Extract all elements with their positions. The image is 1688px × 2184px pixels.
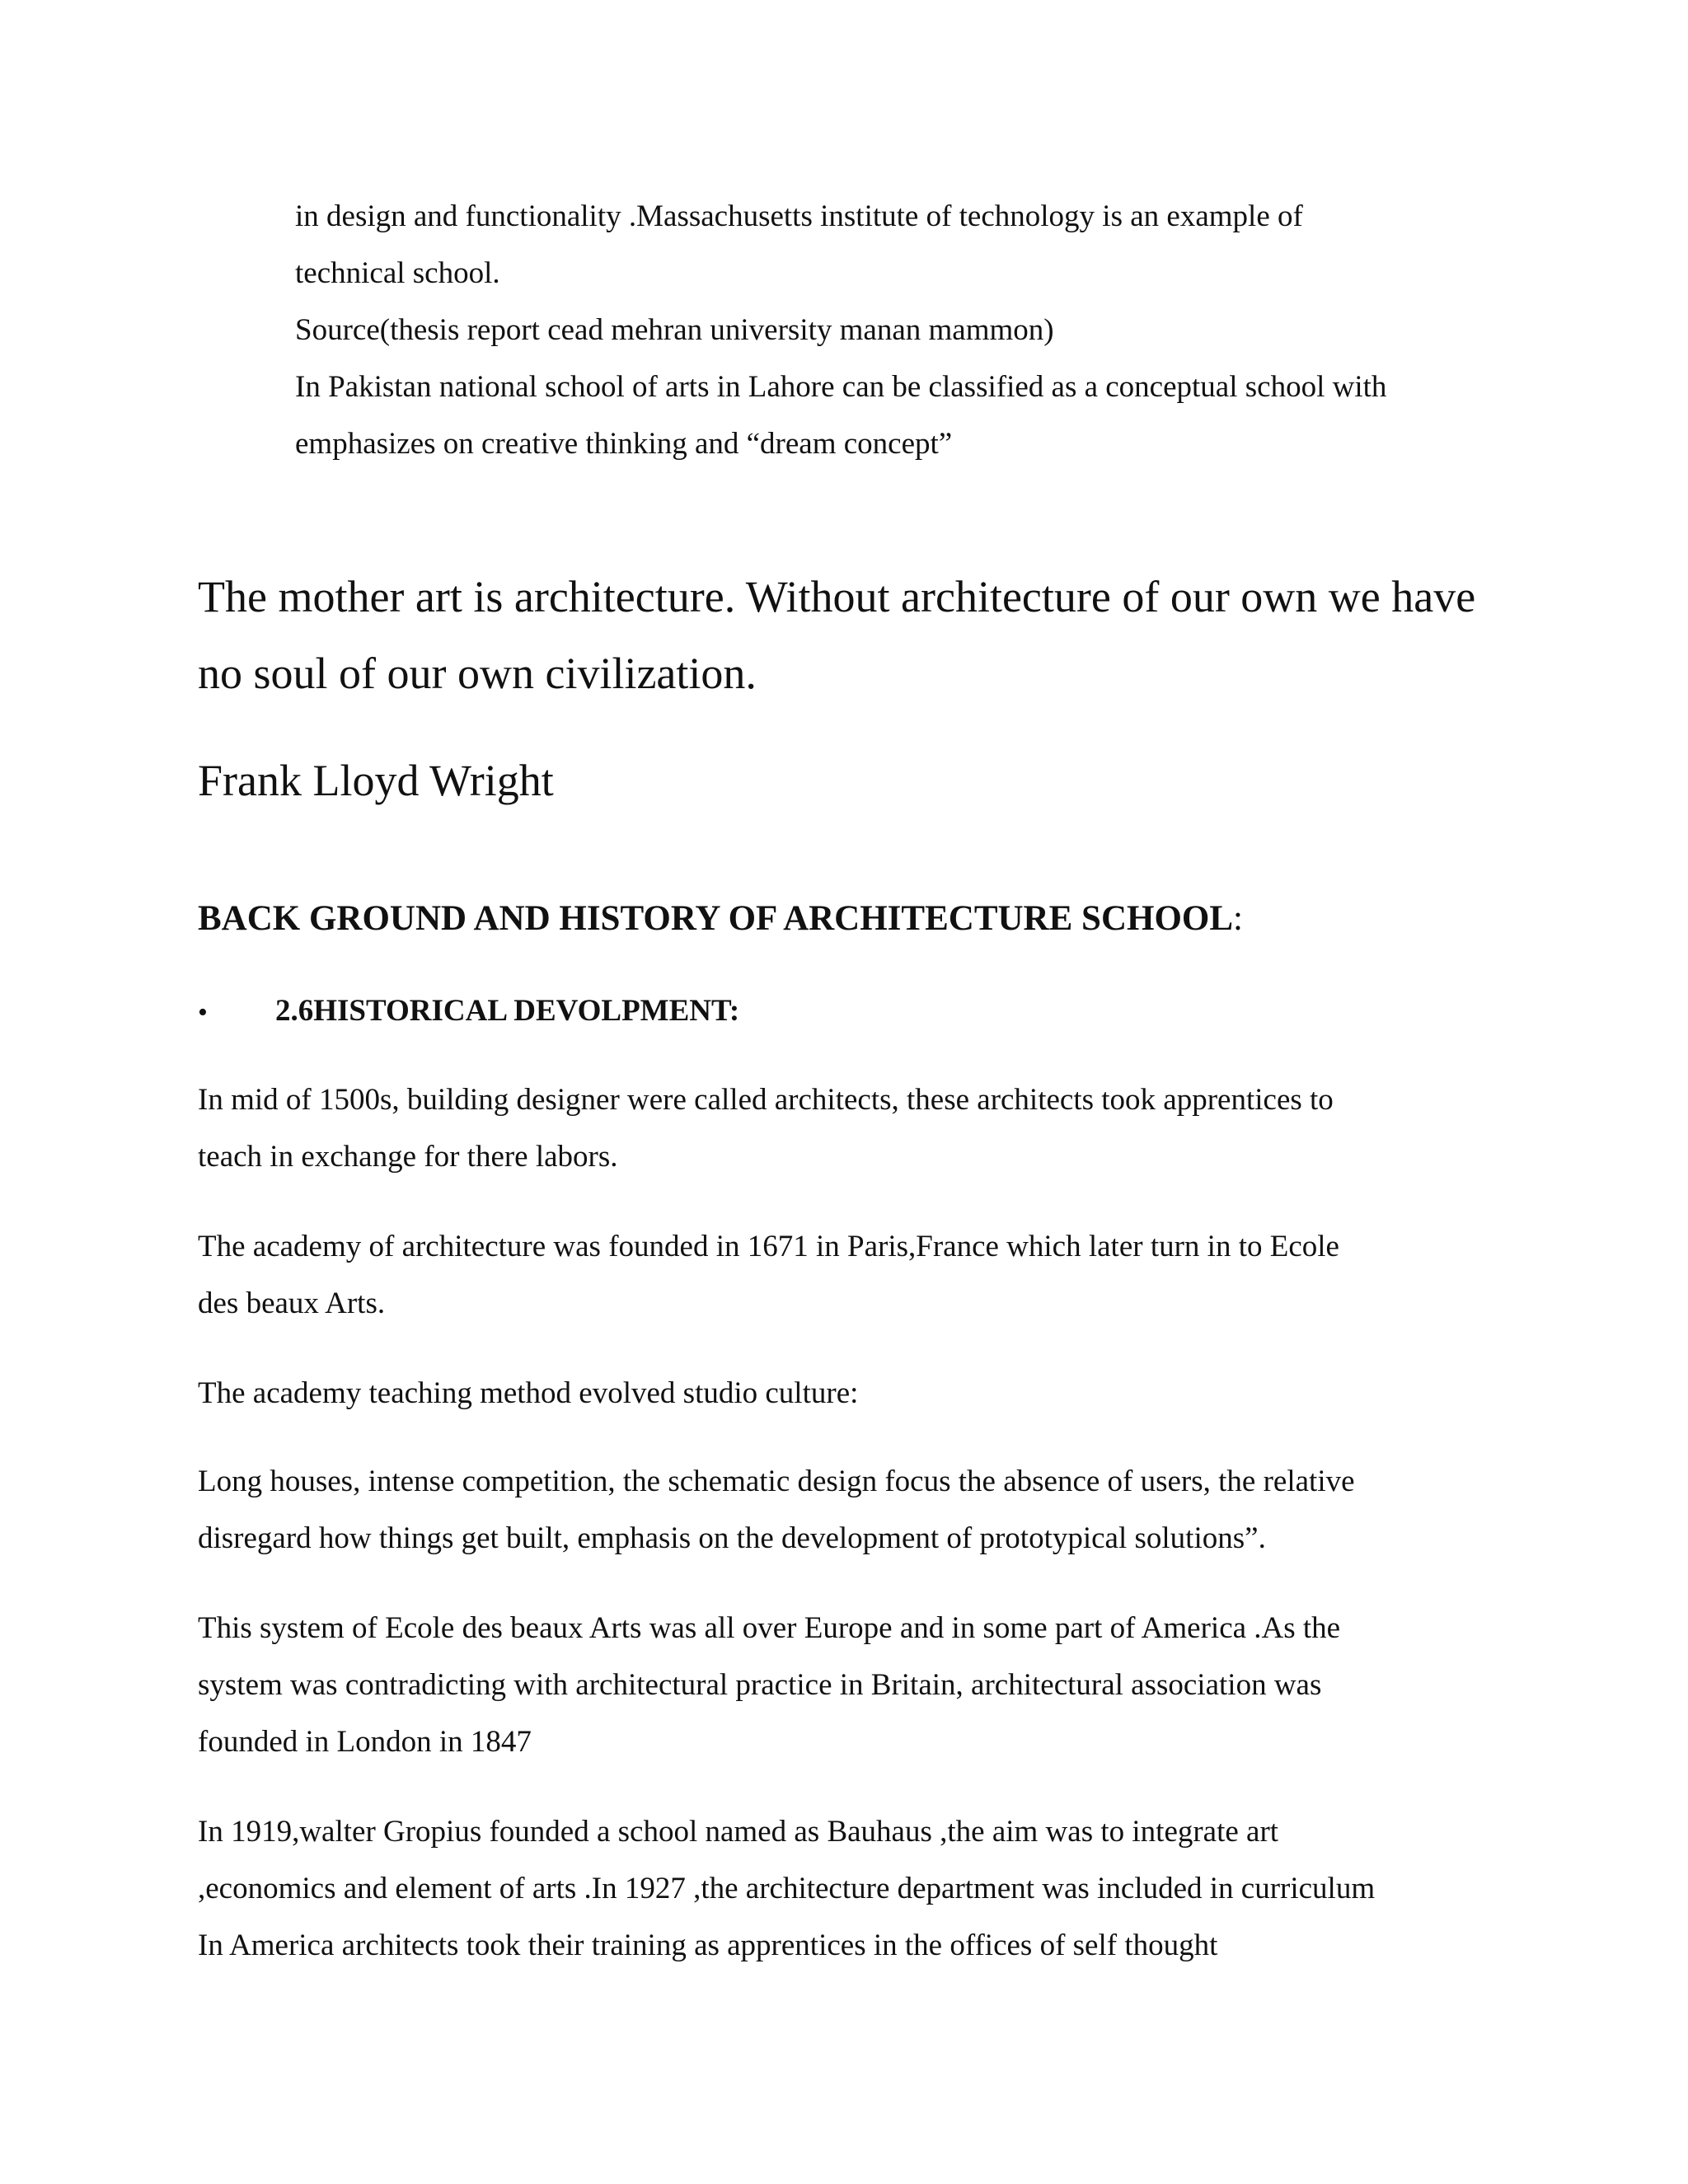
section-heading: [198, 901, 1243, 936]
bullet-icon: •: [198, 997, 208, 1028]
paragraph-line: ,economics and element of arts .In 1927 ,the architecture department was included in curriculum: [198, 1872, 1376, 1905]
paragraph-line: teach in exchange for there labors.: [198, 1140, 618, 1174]
paragraph-line: founded in London in 1847: [198, 1725, 532, 1759]
quote-author: Frank Lloyd Wright: [198, 756, 554, 805]
paragraph-line: This system of Ecole des beaux Arts was all over Europe and in some part of America .As the: [198, 1611, 1341, 1645]
quote-line: The mother art is architecture. Without architecture of our own we have: [198, 572, 1476, 621]
intro-line: technical school.: [295, 256, 500, 290]
paragraph-line: Long houses, intense competition, the schematic design focus the absence of users, the relative: [198, 1465, 1355, 1498]
paragraph-line: In America architects took their training as apprentices in the offices of self thought: [198, 1929, 1218, 1962]
paragraph-line: des beaux Arts.: [198, 1286, 386, 1320]
intro-line: in design and functionality .Massachusetts institute of technology is an example of: [295, 199, 1303, 233]
paragraph-line: In mid of 1500s, building designer were called architects, these architects took apprentices to: [198, 1083, 1334, 1117]
paragraph-line: In 1919,walter Gropius founded a school named as Bauhaus ,the aim was to integrate art: [198, 1815, 1279, 1849]
intro-line: Source(thesis report cead mehran university manan mammon): [295, 313, 1054, 347]
paragraph-line: The academy teaching method evolved studio culture:: [198, 1376, 859, 1410]
paragraph-line: system was contradicting with architectural practice in Britain, architectural association was: [198, 1668, 1322, 1702]
intro-line: In Pakistan national school of arts in Lahore can be classified as a conceptual school with: [295, 370, 1387, 404]
section-heading-colon: :: [1233, 899, 1243, 938]
subheading: 2.6HISTORICAL DEVOLPMENT:: [275, 994, 740, 1028]
paragraph-line: disregard how things get built, emphasis on the development of prototypical solutions”.: [198, 1521, 1266, 1555]
quote-line: no soul of our own civilization.: [198, 649, 757, 698]
section-heading-text: BACK GROUND AND HISTORY OF ARCHITECTURE SCHOOL: [198, 899, 1234, 938]
paragraph-line: The academy of architecture was founded in 1671 in Paris,France which later turn in to Ecole: [198, 1230, 1339, 1263]
intro-line: emphasizes on creative thinking and “dream concept”: [295, 427, 953, 461]
